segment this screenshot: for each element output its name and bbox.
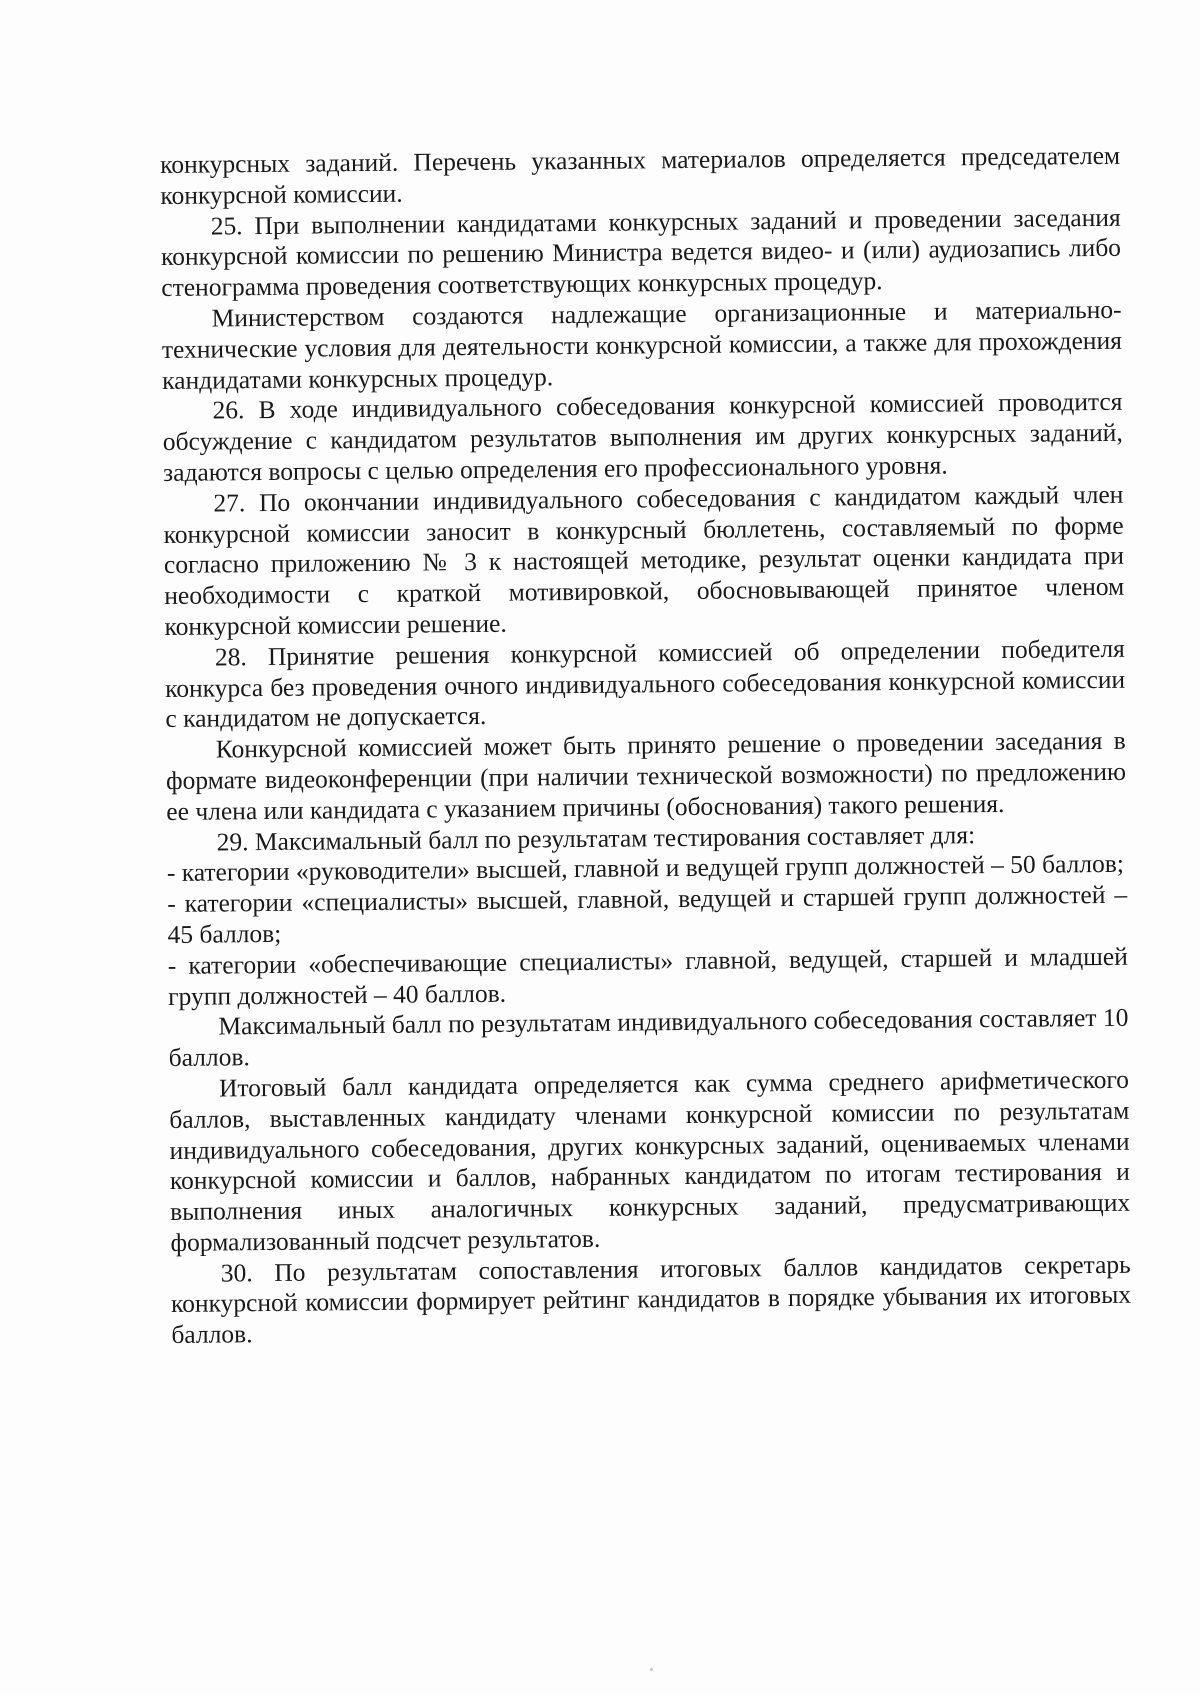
paragraph-25: 25. При выполнении кандидатами конкурсных заданий и проведении заседания конкурсной комиссии по решению Министра ведется видео- и (или) аудиозапись либо стенограмма проведения соответствующих конкурсных процедур. (160, 202, 1122, 303)
document-body (160, 141, 1131, 1351)
paragraph-26: 26. В ходе индивидуального собеседования конкурсной комиссией проводится обсуждение с кандидатом результатов выполнения им других конкурсных заданий, задаются вопросы с целью определения его профессионального уровня. (162, 387, 1123, 487)
paragraph-27: 27. По окончании индивидуального собеседования с кандидатом каждый член конкурсной комиссии заносит в конкурсный бюллетень, составляемый по форме согласно приложению № 3 к настоящей методике, результат оценки кандидата при необходимости с краткой мотивировкой, обосновывающей принятое членом конкурсной комиссии решение. (163, 479, 1125, 641)
list-item-specialists: - категории «специалисты» высшей, главной, ведущей и старшей групп должностей – 45 баллов; (167, 879, 1128, 949)
scan-speck (650, 1668, 653, 1671)
paragraph-interview-max-score: Максимальный балл по результатам индивидуального собеседования составляет 10 баллов. (168, 1003, 1129, 1073)
paragraph-28-videoconference: Конкурсной комиссией может быть принято решение о проведении заседания в формате видеоконференции (при наличии технической возможности) по предложению ее члена или кандидата с указанием причины (обоснования) такого решения. (165, 725, 1127, 826)
paragraph-continuation: конкурсных заданий. Перечень указанных материалов определяется председателем конкурсной комиссии. (160, 140, 1121, 210)
paragraph-25-conditions: Министерством создаются надлежащие организационные и материально-технические условия для деятельности конкурсной комиссии, а также для прохождения кандидатами конкурсных процедур. (161, 294, 1123, 395)
paragraph-30: 30. По результатам сопоставления итоговых баллов кандидатов секретарь конкурсной комиссии формирует рейтинг кандидатов в порядке убывания их итоговых баллов. (170, 1249, 1132, 1350)
paragraph-28: 28. Принятие решения конкурсной комиссией об определении победителя конкурса без проведения очного индивидуального собеседования конкурсной комиссии с кандидатом не допускается. (165, 633, 1126, 734)
list-item-managers: - категории «руководители» высшей, главной и ведущей групп должностей – 50 баллов; (166, 849, 1125, 888)
list-item-support-specialists: - категории «обеспечивающие специалисты» главной, ведущей, старшей и младшей групп должностей – 40 баллов. (167, 941, 1128, 1011)
paragraph-final-score: Итоговый балл кандидата определяется как сумма среднего арифметического баллов, выставленных кандидату членами конкурсной комиссии по результатам индивидуального собеседования, других конкурсных заданий, оцениваемых членами конкурсной комиссии и баллов, набранных кандидатом по итогам тестирования и выполнения иных аналогичных конкурсных заданий, предусматривающих формализованный подсчет результатов. (169, 1064, 1131, 1257)
paragraph-29: 29. Максимальный балл по результатам тестирования составляет для: (216, 819, 976, 857)
